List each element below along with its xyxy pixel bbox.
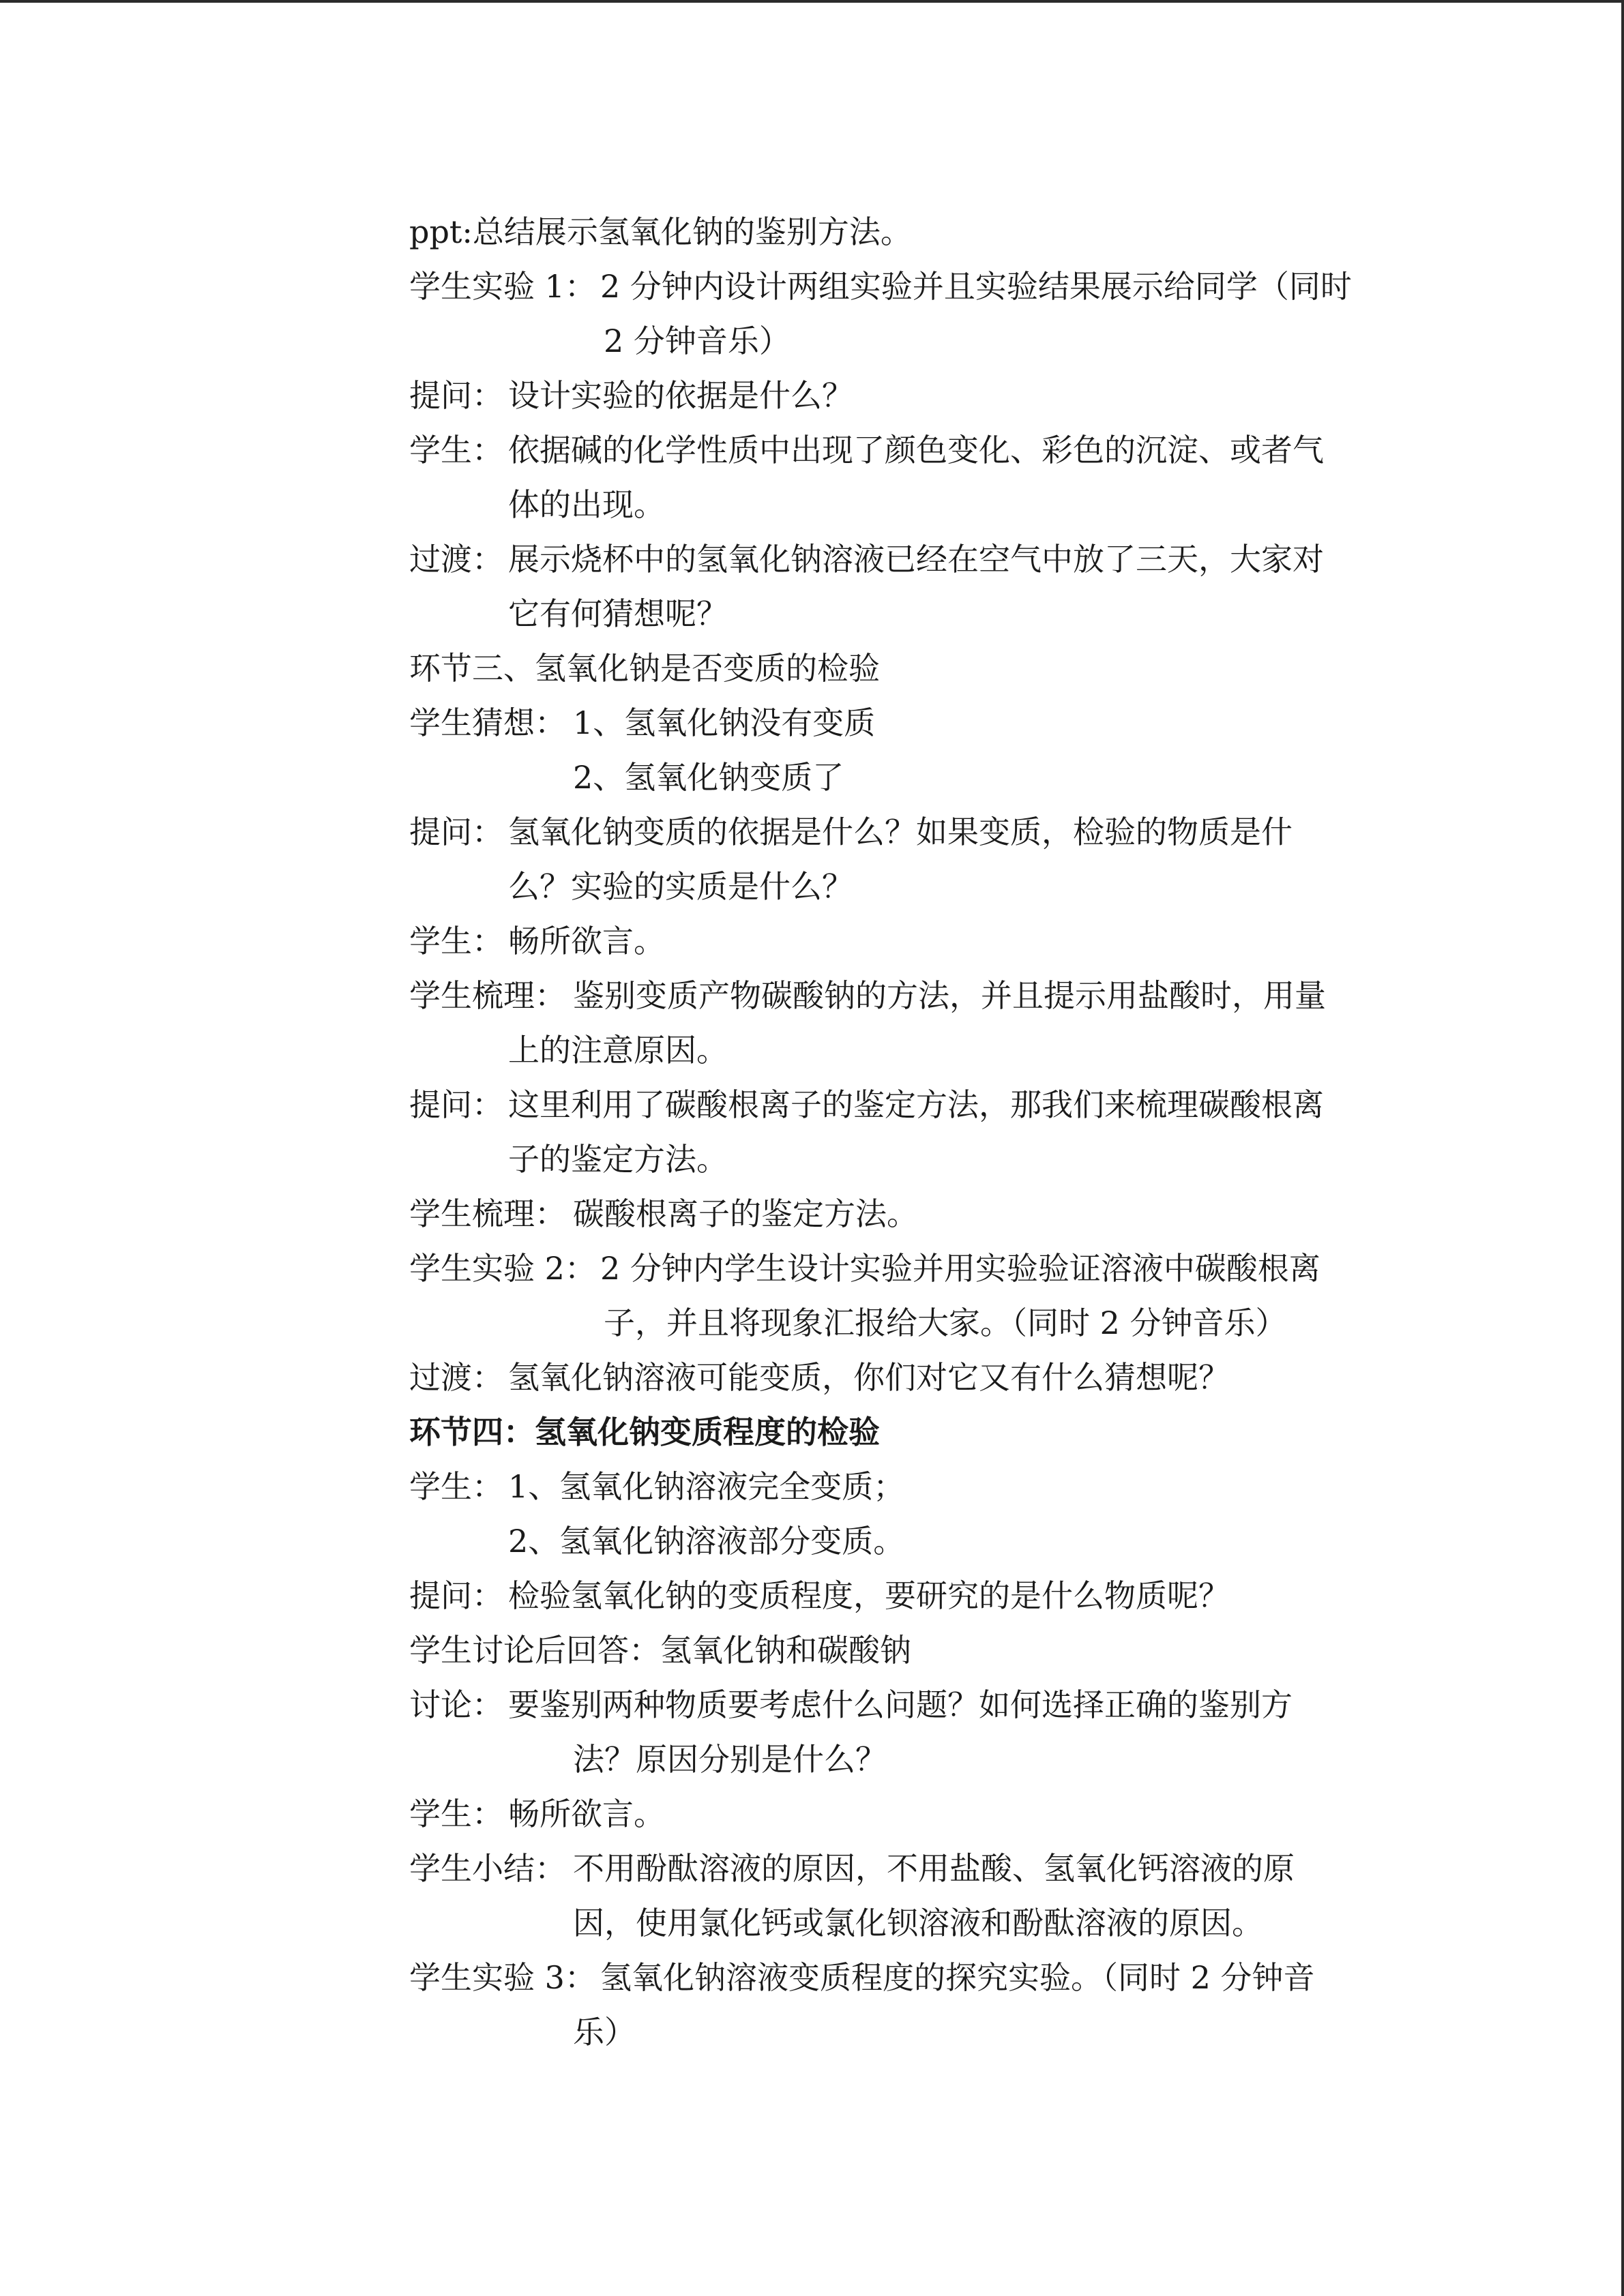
text-line [409,1023,1378,1077]
page-top-border [0,0,1624,3]
page-right-border [1621,0,1624,2296]
text-line [409,1678,1378,1732]
text-line [409,750,1378,805]
line-text: 氢氧化钠溶液可能变质，你们对它又有什么猜想呢？ [508,1359,1230,1396]
line-text: 因，使用氯化钙或氯化钡溶液和酚酞溶液的原因。 [573,1905,1263,1941]
line-label: 学生实验 1： [409,268,596,305]
line-label: 学生： [409,923,503,959]
text-line [409,423,1378,477]
line-text: 依据碱的化学性质中出现了颜色变化、彩色的沉淀、或者气 [508,432,1324,468]
line-text: 环节三、氢氧化钠是否变质的检验 [409,650,880,687]
text-line [409,1296,1378,1350]
text-line [409,1132,1378,1187]
text-line [409,1568,1378,1623]
line-label: 提问： [409,1577,503,1614]
text-line [409,1732,1378,1787]
line-label: 提问： [409,1086,503,1123]
line-text: 体的出现。 [508,486,665,523]
line-text: 要鉴别两种物质要考虑什么问题？如何选择正确的鉴别方 [508,1686,1293,1723]
line-text: 1、氢氧化钠没有变质 [573,704,876,741]
text-line [409,1623,1378,1678]
text-line [409,1950,1378,2005]
line-text: 氢氧化钠溶液变质程度的探究实验。（同时 2 分钟音 [600,1959,1315,1996]
line-label: 提问： [409,814,503,850]
text-line [409,477,1378,532]
line-text: 2、氢氧化钠变质了 [573,759,844,796]
section-heading [409,641,1378,696]
line-text: 2、氢氧化钠溶液部分变质。 [508,1523,905,1560]
line-label: 学生梳理： [409,977,566,1014]
text-line [409,1241,1378,1296]
line-label: 学生实验 3： [409,1959,596,1996]
line-text: 它有何猜想呢？ [508,595,728,632]
document-body [409,205,1378,2059]
line-label: 过渡： [409,1359,503,1396]
text-line [409,1787,1378,1841]
text-line [409,1896,1378,1950]
text-line [409,205,1378,259]
line-text: 么？实验的实质是什么？ [508,868,853,905]
line-label: 学生实验 2： [409,1250,596,1287]
text-line [409,368,1378,423]
line-text: 环节四：氢氧化钠变质程度的检验 [409,1414,880,1450]
line-text: 这里利用了碳酸根离子的鉴定方法，那我们来梳理碳酸根离 [508,1086,1324,1123]
text-line [409,1514,1378,1568]
line-text: 法？原因分别是什么？ [573,1741,887,1778]
line-label: 讨论： [409,1686,503,1723]
line-text: 2 分钟内设计两组实验并且实验结果展示给同学（同时 [600,268,1352,305]
line-text: 鉴别变质产物碳酸钠的方法，并且提示用盐酸时，用量 [573,977,1326,1014]
line-label: 提问： [409,377,503,414]
text-line [409,532,1378,586]
line-label: 学生： [409,1468,503,1505]
text-line [409,1841,1378,1896]
line-label: 学生： [409,432,503,468]
section-heading [409,1405,1378,1459]
text-line [409,1350,1378,1405]
line-label: 学生猜想： [409,704,566,741]
line-text: 畅所欲言。 [508,923,665,959]
line-text: 畅所欲言。 [508,1795,665,1832]
line-label: 学生小结： [409,1850,566,1887]
line-text: 碳酸根离子的鉴定方法。 [573,1195,918,1232]
text-line [409,259,1378,314]
line-text: 2 分钟内学生设计实验并用实验验证溶液中碳酸根离 [600,1250,1320,1287]
text-line [409,859,1378,914]
line-text: 展示烧杯中的氢氧化钠溶液已经在空气中放了三天，大家对 [508,541,1324,578]
text-line [409,968,1378,1023]
text-line [409,586,1378,641]
line-label: 过渡： [409,541,503,578]
line-label: 学生梳理： [409,1195,566,1232]
line-text: ppt:总结展示氢氧化钠的鉴别方法。 [409,213,912,250]
text-line [409,1187,1378,1241]
text-line [409,914,1378,968]
line-text: 检验氢氧化钠的变质程度，要研究的是什么物质呢？ [508,1577,1230,1614]
line-text: 不用酚酞溶液的原因，不用盐酸、氢氧化钙溶液的原 [573,1850,1295,1887]
line-text: 子的鉴定方法。 [508,1141,728,1178]
line-text: 乐） [573,2014,636,2051]
text-line [409,1459,1378,1514]
line-text: 子，并且将现象汇报给大家。（同时 2 分钟音乐） [604,1304,1287,1341]
line-text: 学生讨论后回答：氢氧化钠和碳酸钠 [409,1632,911,1669]
line-text: 上的注意原因。 [508,1032,728,1069]
line-text: 1、氢氧化钠溶液完全变质； [508,1468,905,1505]
line-text: 设计实验的依据是什么？ [508,377,853,414]
text-line [409,805,1378,859]
line-text: 氢氧化钠变质的依据是什么？如果变质，检验的物质是什 [508,814,1293,850]
text-line [409,1077,1378,1132]
text-line [409,2005,1378,2059]
text-line [409,314,1378,368]
text-line [409,696,1378,750]
line-text: 2 分钟音乐） [604,323,791,359]
line-label: 学生： [409,1795,503,1832]
